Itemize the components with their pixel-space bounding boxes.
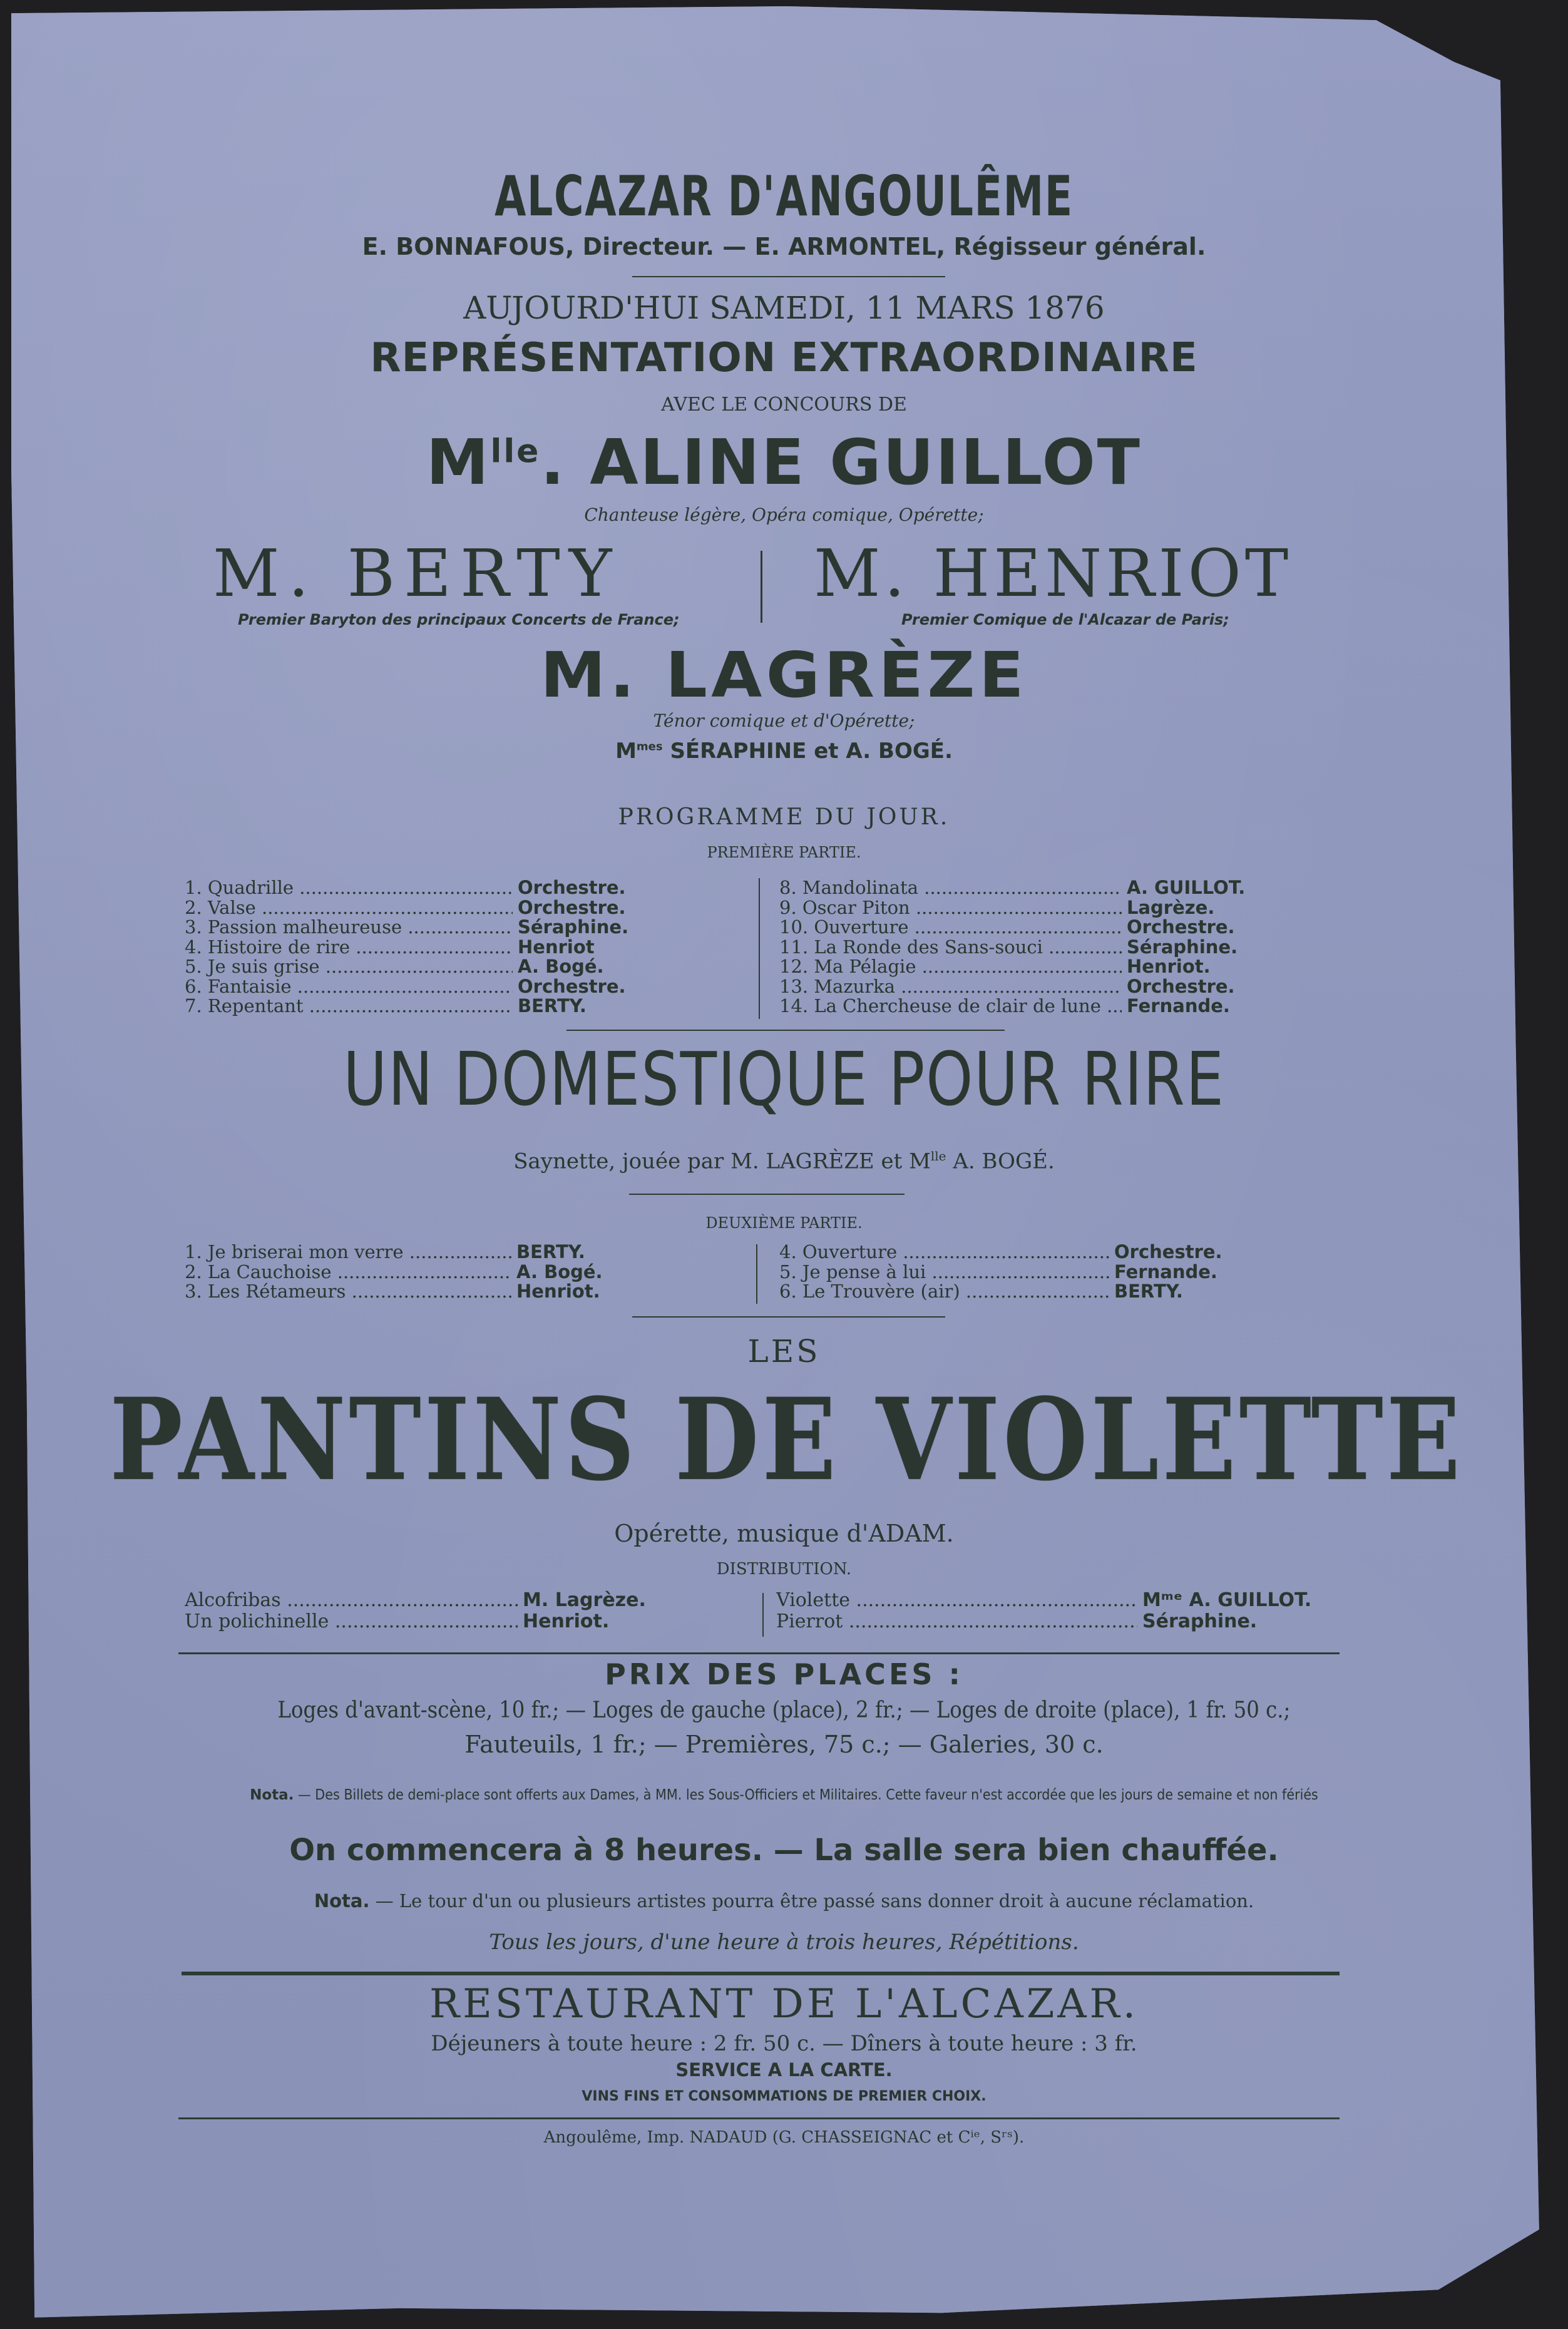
programme-row [779,1262,1230,1282]
saynette-subtitle [0,1149,1568,1174]
programme-performer: Séraphine. [1127,936,1238,958]
restaurant-title: RESTAURANT DE L'ALCAZAR. [429,1981,1139,2027]
programme-item: 12. Ma Pélagie ..... [779,957,1122,977]
divider [632,276,945,277]
part2-left-list [185,1242,617,1302]
programme-row [779,918,1274,938]
programme-item: 8. Mandolinata ..... [779,878,1122,898]
artist-guillot-name: . ALINE GUILLOT [540,426,1142,499]
event-title: REPRÉSENTATION EXTRAORDINAIRE [370,335,1198,381]
nota-1 [0,1787,1568,1803]
part1-left-list [185,878,630,1016]
saynette-subtitle-sup: lle [930,1149,946,1164]
start-time: On commencera à 8 heures. — La salle sera bien chauffée. [289,1833,1279,1868]
programme-performer: A. Bogé. [516,1261,603,1282]
part2-right-list [779,1242,1230,1302]
programme-item: 1. Je briserai mon verre ..... [185,1242,511,1262]
artist-berty: M. BERTY [213,535,621,612]
programme-row [185,996,630,1016]
programme-row [185,957,630,977]
programme-item: 7. Repentant ..... [185,996,513,1016]
cast-row [185,1590,654,1611]
prices-line-2: Fauteuils, 1 fr.; — Premières, 75 c.; — Galeries, 30 c. [464,1731,1104,1758]
mmes-sup: mes [636,740,663,754]
programme-row [779,878,1274,898]
artist-guillot [0,426,1568,499]
divider [566,1030,1005,1031]
programme-performer: Henriot. [1127,956,1211,977]
programme-performer: Orchestre. [518,896,626,918]
programme-item: 2. Valse ..... [185,898,513,918]
programme-item: 4. Ouverture ..... [779,1242,1109,1262]
programme-item: 14. La Chercheuse de clair de lune ..... [779,996,1122,1016]
prices-line-1: Loges d'avant-scène, 10 fr.; — Loges de gauche (place), 2 fr.; — Loges de droite (place), 1 fr. 50 c.; [277,1697,1291,1723]
programme-title: PROGRAMME DU JOUR. [618,804,950,830]
saynette-subtitle-b: A. BOGÉ. [946,1149,1055,1174]
part1-title: PREMIÈRE PARTIE. [707,844,861,861]
programme-row [185,878,630,898]
part2-title: DEUXIÈME PARTIE. [705,1214,863,1232]
programme-item: 6. Le Trouvère (air) ..... [779,1282,1109,1302]
divider-thick [182,1972,1340,1975]
programme-item: 1. Quadrille ..... [185,878,513,898]
programme-performer: Henriot. [516,1281,600,1302]
programme-item: 3. Passion malheureuse ..... [185,918,513,938]
cast-row [776,1590,1330,1611]
printer-line: Angoulême, Imp. NADAUD (G. CHASSEIGNAC et Cⁱᵉ, Sʳˢ). [543,2128,1025,2147]
programme-item: 13. Mazurka ..... [779,977,1122,997]
programme-performer: Séraphine. [518,916,629,938]
programme-performer: Fernande. [1114,1261,1217,1282]
venue-title: ALCAZAR D'ANGOULÊME [494,164,1074,228]
programme-performer: A. GUILLOT. [1127,877,1246,898]
operetta-subtitle: Opérette, musique d'ADAM. [614,1520,954,1547]
programme-row [779,977,1274,997]
programme-row [185,918,630,938]
cast-actor: Mᵐᵉ A. GUILLOT. [1142,1589,1312,1611]
restaurant-wines: VINS FINS ET CONSOMMATIONS DE PREMIER CHOIX. [582,2089,986,2104]
programme-row [185,898,630,918]
programme-item: 11. La Ronde des Sans-souci ..... [779,938,1122,958]
programme-row [185,1262,617,1282]
prices-title: PRIX DES PLACES : [605,1657,963,1691]
artist-lagreze-role: Ténor comique et d'Opérette; [653,710,915,731]
column-separator [762,1593,764,1637]
mmes-names: SÉRAPHINE et A. BOGÉ. [662,739,953,764]
programme-item: 2. La Cauchoise ..... [185,1262,511,1282]
programme-item: 6. Fantaisie ..... [185,977,513,997]
divider [629,1194,904,1195]
saynette-title: UN DOMESTIQUE POUR RIRE [343,1036,1225,1122]
programme-row [779,938,1274,958]
programme-row [185,1242,617,1262]
artist-lagreze: M. LAGRÈZE [540,638,1028,712]
programme-row [779,996,1274,1016]
programme-item: 10. Ouverture ..... [779,918,1122,938]
programme-performer: A. Bogé. [518,956,604,977]
distribution-title: DISTRIBUTION. [716,1560,852,1579]
rehearsals: Tous les jours, d'une heure à trois heures, Répétitions. [489,1930,1079,1955]
nota-1-label: Nota. [250,1787,294,1803]
artist-guillot-prefix: M [426,426,491,499]
programme-performer: Orchestre. [1127,975,1235,997]
programme-performer: Orchestre. [518,877,626,898]
programme-performer: Fernande. [1127,995,1230,1016]
concours-line: AVEC LE CONCOURS DE [661,394,907,416]
cast-actor: M. Lagrèze. [523,1589,646,1611]
cast-left-list [185,1590,654,1632]
cast-role: Violette ..... [776,1590,1137,1611]
programme-performer: Orchestre. [1114,1241,1222,1262]
divider [178,2117,1340,2119]
programme-performer: BERTY. [518,995,587,1016]
programme-performer: BERTY. [516,1241,585,1262]
nota-2-label: Nota. [314,1890,370,1912]
artists-separator [761,551,762,623]
operetta-title: PANTINS DE VIOLETTE [110,1374,1464,1506]
cast-role: Pierrot ..... [776,1611,1137,1632]
column-separator [756,1244,757,1304]
programme-item: 4. Histoire de rire ..... [185,938,513,958]
programme-item: 9. Oscar Piton ..... [779,898,1122,918]
programme-row [779,957,1274,977]
restaurant-service: SERVICE A LA CARTE. [675,2059,893,2081]
programme-row [779,1242,1230,1262]
cast-row [776,1611,1330,1632]
nota-1-text: — Des Billets de demi-place sont offerts aux Dames, à MM. les Sous-Officiers et Militaires. Cette faveur n'est accordée que les jours de semaine et non fériés [294,1787,1318,1803]
mmes-prefix: M [615,739,637,764]
nota-2-text: — Le tour d'un ou plusieurs artistes pourra être passé sans donner droit à aucune réclamation. [369,1890,1254,1912]
programme-row [185,938,630,958]
cast-actor: Séraphine. [1142,1610,1258,1632]
divider [632,1316,945,1318]
programme-row [185,1282,617,1302]
programme-performer: Henriot [518,936,595,958]
programme-performer: Orchestre. [518,975,626,997]
restaurant-meals: Déjeuners à toute heure : 2 fr. 50 c. — Dîners à toute heure : 3 fr. [431,2031,1137,2056]
programme-row [779,1282,1230,1302]
cast-role: Un polichinelle ..... [185,1611,518,1632]
saynette-subtitle-a: Saynette, jouée par M. LAGRÈZE et M [513,1149,931,1174]
cast-row [185,1611,654,1632]
programme-item: 5. Je pense à lui ..... [779,1262,1109,1282]
programme-item: 5. Je suis grise ..... [185,957,513,977]
performance-date: AUJOURD'HUI SAMEDI, 11 MARS 1876 [463,290,1105,326]
operetta-les: LES [747,1333,821,1369]
cast-role: Alcofribas ..... [185,1590,518,1611]
part1-right-list [779,878,1274,1016]
artists-mmes [0,739,1568,764]
artist-henriot: M. HENRIOT [814,535,1293,612]
programme-row [779,898,1274,918]
programme-performer: Lagrèze. [1127,896,1215,918]
programme-performer: BERTY. [1114,1281,1183,1302]
artist-guillot-sup: lle [490,433,541,471]
programme-performer: Orchestre. [1127,916,1235,938]
nota-2 [0,1890,1568,1912]
programme-item: 3. Les Rétameurs ..... [185,1282,511,1302]
programme-row [185,977,630,997]
artist-henriot-role: Premier Comique de l'Alcazar de Paris; [901,611,1229,628]
artist-berty-role: Premier Baryton des principaux Concerts de France; [238,611,680,628]
column-separator [759,878,760,1019]
artist-guillot-role: Chanteuse légère, Opéra comique, Opérette; [584,504,984,525]
divider [178,1652,1340,1654]
cast-actor: Henriot. [523,1610,610,1632]
cast-right-list [776,1590,1330,1632]
management-line: E. BONNAFOUS, Directeur. — E. ARMONTEL, Régisseur général. [362,233,1206,260]
